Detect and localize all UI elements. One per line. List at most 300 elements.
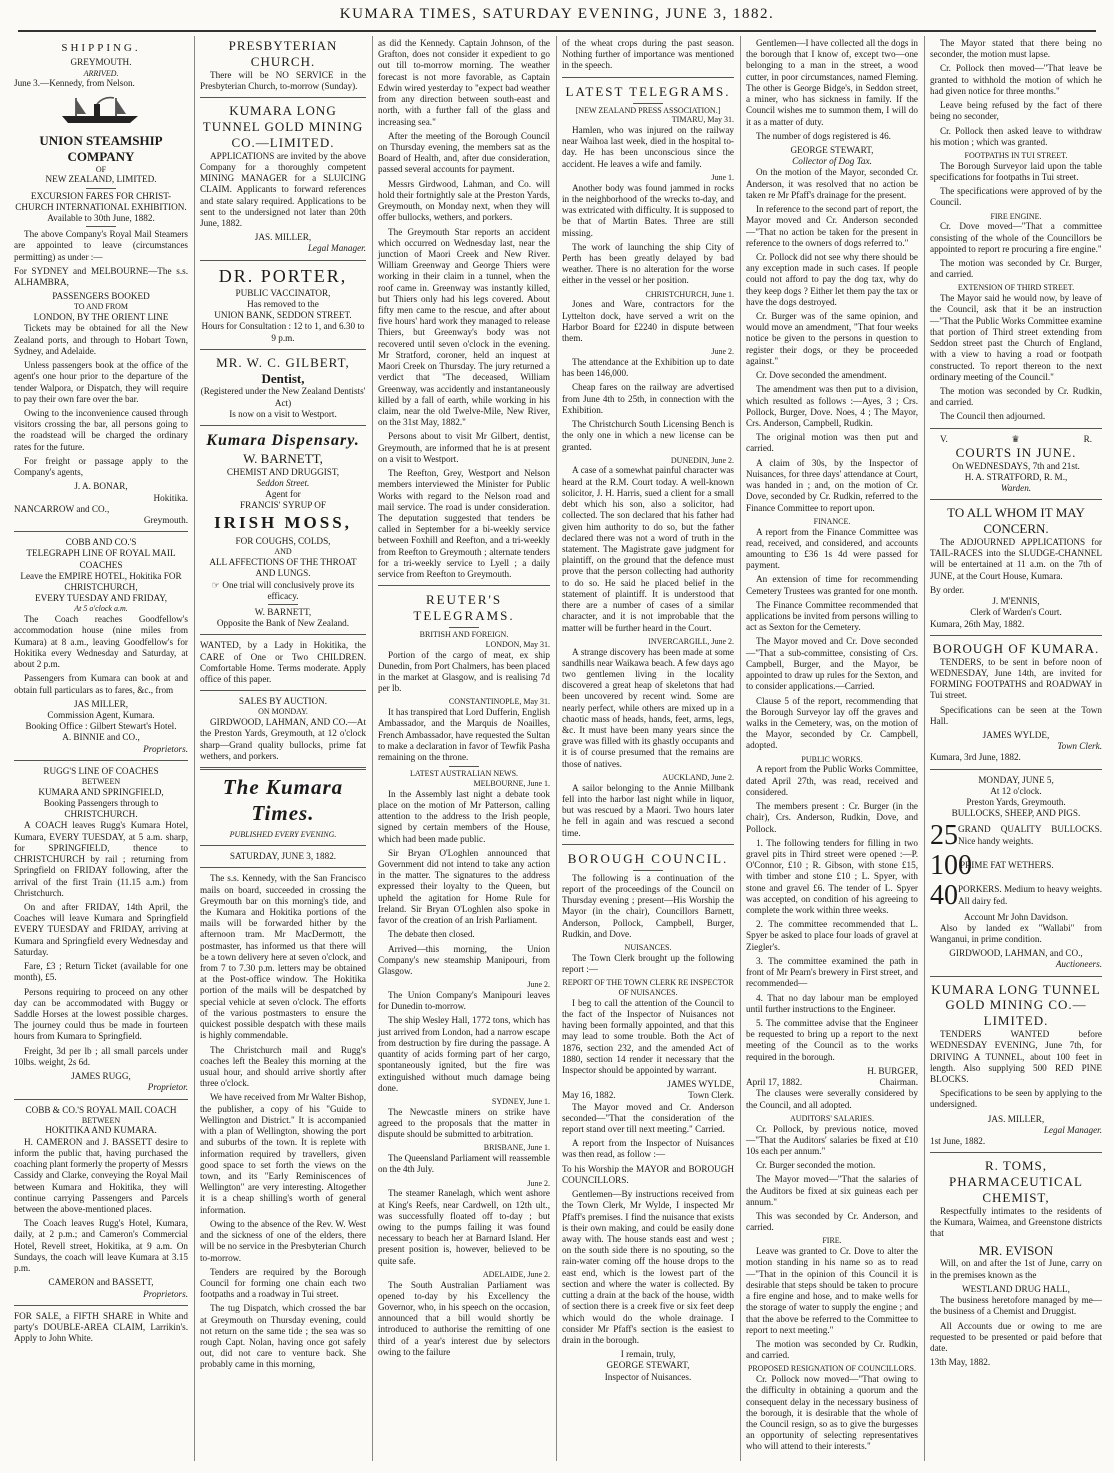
union-available: Available to 30th June, 1882.	[47, 212, 155, 223]
council-paragraph: On the motion of the Mayor, seconded Cr. Anderson, it was resolved that no action be taken re Mr Pfaff's drainage for the present.	[746, 167, 918, 200]
council-paragraph: The number of dogs registered is 46.	[756, 130, 891, 141]
council-paragraph: Cr. Burger was of the same opinion, and would move an amendment, "That four weeks notice be given to the persons in question to register their dogs, or they be proceeded against."	[746, 311, 918, 366]
telegram-paragraph: The Newcastle miners on strike have agreed to the proposals that the matter in dispute should be submitted to arbitration.	[378, 1106, 550, 1140]
reuters-heading: REUTER'S TELEGRAMS.	[413, 592, 515, 624]
union-excursion: EXCURSION FARES FOR CHRIST-CHURCH INTERNATIONAL EXHIBITION.	[15, 190, 187, 212]
divider	[200, 845, 366, 846]
council-paragraph: Gentlemen—I have collected all the dogs in the borough that I know of, except two—one belonging to a man in the street, a wood cutter, in poor circumstances, named Fleming. The other is George Bidge's, in Seddon street, a miner, who has sickness in family. If the Council wishes me to summon them, I will do it as a matter of duty.	[746, 38, 918, 127]
ruggs-paragraph: On and after FRIDAY, 14th April, the Coaches will leave Kumara and Springfield EVERY TUESDAY and FRIDAY, arriving at Kumara and Springfield every Wednesday and Saturday.	[14, 902, 188, 957]
union-paragraph: The above Company's Royal Mail Steamers are appointed to leave (circumstances permitting) as under :—	[14, 229, 188, 262]
editorial-paragraph: The Christchurch mail and Rugg's coaches left the Bealey this morning at the usual hour, and should arrive shortly after three o'clock.	[200, 1044, 366, 1089]
news-paragraph: After the meeting of the Borough Council on Thursday evening, the members sat as the Board of Health, and, after due consideration, passed several accounts for payment.	[378, 130, 550, 175]
cobb-days: EVERY TUESDAY AND FRIDAY,	[34, 593, 168, 604]
telegram-paragraph: Sir Bryan O'Loghlen announced that Government did not intend to take any action in the matter. The signatures to the address expressed their loyalty to the Queen, but upheld the agitation for Home Rule for Ireland. Sir Bryan O'Loghlen also spoke in favor of the creation of an Irish Parliament.	[378, 847, 550, 926]
klt2-role: Legal Manager.	[1043, 1124, 1102, 1135]
report-date: May 16, 1882.	[562, 1090, 616, 1101]
klt-paragraph: APPLICATIONS are invited by the above Company for a thoroughly competent MINING MANAGER for a SLUICING CLAIM. Applicants to forward references and state salary required. Applications to be sent to the undersigned not later than 20th June, 1882.	[200, 150, 366, 229]
council-paragraph: The motion was seconded by Cr. Rudkin, and carried.	[930, 385, 1102, 408]
cobb2-title: COBB & CO.'S ROYAL MAIL COACH	[25, 1104, 177, 1115]
divider	[930, 1152, 1102, 1153]
council-paragraph: The Mayor said he would now, by leave of the Council, ask that it be an instruction—"That the Public Works Committee examine that portion of Third street extending from Seddon street past the Church of England, with a view to having a road or footpath constructed. To report thereon to the next ordinary meeting of the Council."	[930, 293, 1102, 382]
presbyterian-text: There will be NO SERVICE in the Presbyterian Church, to-morrow (Sunday).	[200, 69, 366, 91]
council-paragraph: A report from the Inspector of Nuisances was then read, as follow :—	[562, 1138, 734, 1160]
toms-date: 13th May, 1882.	[930, 1357, 991, 1368]
courts-signature: H. A. STRATFORD, R. M.,	[964, 471, 1068, 482]
borough-council-heading: BOROUGH COUNCIL.	[567, 850, 729, 866]
divider	[268, 604, 298, 605]
divider	[200, 349, 366, 350]
auction-account: Account Mr John Davidson.	[963, 911, 1069, 922]
cobb2-paragraph: The Coach leaves Rugg's Hotel, Kumara, daily, at 2 p.m.; and Cameron's Commercial Hotel, Revell street, Hokitika, at 9 a.m. On Sundays, the coach will leave Kumara at 3.15 p.m.	[14, 1218, 188, 1274]
dateline: DUNEDIN, June 2.	[670, 455, 734, 465]
council-paragraph: In reference to the second part of report, the Mayor moved and Cr. Anderson seconded—"That no action be taken for the present in reference to the owners of dogs referred to."	[746, 204, 918, 248]
toms-text: The business heretofore managed by me—the business of a Chemist and Druggist.	[930, 1295, 1102, 1317]
cobb-proprietors: A. BINNIE and CO.,	[62, 732, 140, 743]
borough-kumara-signature: JAMES WYLDE,	[982, 729, 1050, 740]
council-paragraph: 2. The committee recommended that L. Spyer be asked to place four loads of gravel at Ziegler's.	[746, 919, 918, 952]
news-paragraph: Persons about to visit Mr Gilbert, dentist, Greymouth, are informed that he is at present on a visit to Westport.	[378, 431, 550, 464]
footpaths-heading: FOOTPATHS IN TUI STREET.	[964, 150, 1068, 160]
dateline: ADELAIDE, June 2.	[482, 1269, 550, 1279]
council-paragraph: Leave was granted to Cr. Dove to alter the motion standing in his name so as to read—"That in the opinion of this Council it is desirable that steps should be taken to procure a fire engine and hose, and to make wells for the storage of water to supply the engine ; and that the above be referred to the Committee to report to next meeting."	[746, 1246, 918, 1335]
dateline: INVERCARGILL, June 2.	[648, 636, 734, 646]
auctioneer-role: Auctioneers.	[1055, 959, 1102, 970]
council-paragraph: The original motion was then put and carried.	[746, 432, 918, 454]
divider	[200, 690, 366, 691]
ruggs-paragraph: Persons requiring to proceed on any other day can be accommodated with Buggy or Saddle Horses at the lowest possible charges. The journey could thus be made in fourteen hours from Kumara to Springfield.	[14, 986, 188, 1042]
cobb2-places: HOKITIKA AND KUMARA.	[45, 1125, 157, 1136]
dispensary-trial-text: One trial will conclusively prove its efficacy.	[222, 579, 355, 601]
divider	[14, 1305, 188, 1306]
dateline: LONDON, May 31.	[485, 639, 550, 649]
dateline: June 2.	[527, 980, 550, 990]
editorial-paragraph: Tenders are required by the Borough Council for forming one chain each two footpaths and a roadway in Tui street.	[200, 1266, 366, 1300]
council-paragraph: 5. The committee advise that the Engineer be requested to bring up a report to the next meeting of the Council as to the works required in the borough.	[746, 1018, 918, 1062]
council-paragraph: The motion was seconded by Cr. Burger, and carried.	[930, 258, 1102, 280]
lot-description: PORKERS. Medium to heavy weights. All dairy fed.	[958, 884, 1102, 906]
divider	[633, 870, 663, 871]
lot-count: 25	[930, 819, 958, 851]
cobb-proprietors-role: Proprietors.	[143, 743, 188, 754]
dateline: June 1.	[711, 172, 734, 182]
klt2-date: 1st June, 1882.	[930, 1136, 986, 1147]
borough-kumara-role: Town Clerk.	[1057, 741, 1102, 752]
lot-count: 40	[930, 879, 958, 911]
council-paragraph: The Finance Committee recommended that applications be invited from persons willing to act as Sexton for the Cemetery.	[746, 599, 918, 633]
irish-moss-heading: IRISH MOSS,	[214, 513, 352, 533]
signature-date	[562, 1090, 734, 1101]
divider	[930, 428, 1102, 429]
council-paragraph: The Mayor stated that there being no seconder, the motion must lapse.	[930, 38, 1102, 60]
klt2-spec: Specifications to be seen by applying to the undersigned.	[930, 1088, 1102, 1110]
gilbert-role: Dentist,	[261, 370, 305, 386]
editorial-paragraph: The s.s. Kennedy, with the San Francisco mails on board, succeeded in crossing the Greymouth bar on this morning's tide, and the Kumara and Hokitika portions of the mails will be forwarded hither by the afternoon tram. Mr MacDermott, the postmaster, has informed us that there will be a town delivery here at seven o'clock, and from 7 to 7.30 p.m. letters may be obtained at the Post-office window. The Hokitika portion of the mails will be despatched by special vehicle at seven o'clock. The efforts of the various postmasters to ensure the quickest possible despatch with these mails is highly commendable.	[200, 873, 366, 1041]
editorial-paragraph: Owing to the absence of the Rev. W. West and the sickness of one of the elders, there will be no service in the Presbyterian Church to-morrow.	[200, 1218, 366, 1263]
whom-role: Clerk of Warden's Court.	[970, 607, 1062, 618]
australian-news-heading: LATEST AUSTRALIAN NEWS.	[409, 769, 519, 779]
telegram-paragraph: The Christchurch South Licensing Bench is the only one in which a new license can be granted.	[562, 419, 734, 452]
cobb-time: At 5 o'clock a.m.	[74, 604, 128, 614]
divider	[200, 425, 366, 426]
signature-role: Collector of Dog Tax.	[792, 156, 872, 167]
porter-moved: Has removed to the	[247, 298, 319, 309]
westland-drug-hall: WESTLAND DRUG HALL,	[962, 1283, 1070, 1294]
fire-engine-heading: FIRE ENGINE.	[990, 211, 1042, 221]
cobb2-signature: CAMERON and BASSETT,	[48, 1277, 154, 1288]
editorial-paragraph: The tug Dispatch, which crossed the bar at Greymouth on Thursday evening, could not return on the same tide ; the sea was so rough Capt. Nolan, having once got safely out, did not care to venture back. She probably came in this morning,	[200, 1303, 366, 1370]
council-paragraph: 4. That no day labour man be employed until further instructions to the Engineer.	[746, 992, 918, 1014]
cobb-office: Booking Office : Gilbert Stewart's Hotel.	[25, 721, 177, 732]
column-6	[924, 38, 1108, 1458]
klt-title: KUMARA LONG TUNNEL GOLD MINING CO.—LIMITED.	[202, 103, 364, 150]
divider	[200, 260, 366, 261]
newspaper-date: SATURDAY, JUNE 3, 1882.	[229, 851, 337, 862]
toms-text: All Accounts due or owing to me are requested to be presented or paid before that date.	[930, 1320, 1102, 1353]
dateline: June 2.	[527, 1178, 550, 1188]
telegram-paragraph: The work of launching the ship City of Perth has been greatly delayed by bad weather. There is no alteration for the worse either in the vessel or her position.	[562, 241, 734, 286]
courts-title: COURTS IN JUNE.	[955, 444, 1077, 460]
dateline: SYDNEY, June 1.	[491, 1096, 550, 1106]
dateline: June 2.	[711, 347, 734, 357]
porter-role: PUBLIC VACCINATOR,	[235, 287, 331, 298]
council-paragraph: Cr. Pollock did not see why there should be any exception made in such cases. If people could not afford to pay the dog tax, why do they keep dogs ? Either let them pay the tax or have the dogs destroyed.	[746, 251, 918, 307]
royal-cipher-v: V.	[940, 433, 948, 444]
divider	[200, 867, 366, 868]
divider	[930, 769, 1102, 770]
council-paragraph: The clauses were severally considered by the Council, and all adopted.	[746, 1088, 918, 1110]
klt-role: Legal Manager.	[307, 243, 366, 254]
resignation-heading: PROPOSED RESIGNATION OF COUNCILLORS.	[747, 1364, 917, 1374]
latest-telegrams-heading: LATEST TELEGRAMS.	[565, 83, 731, 99]
column-5	[740, 38, 924, 1458]
divider	[562, 844, 734, 845]
porter-place: UNION BANK, SEDDON STREET.	[214, 310, 352, 321]
divider	[86, 188, 116, 189]
evison-name: MR. EVISON	[978, 1242, 1054, 1258]
signature-close: I remain, truly,	[620, 1349, 676, 1360]
telegram-paragraph: The steamer Ranelagh, which went ashore at King's Reefs, near Cardwell, on 12th ult., was successfully floated off to-day ; but owing to the pumps failing it was found necessary to beach her at Barnard Island. Her present position is, however, believed to be quite safe.	[378, 1188, 550, 1266]
column-1	[8, 38, 194, 1458]
news-paragraph: Messrs Girdwood, Lahman, and Co. will hold their fortnightly sale at the Preston Yards, Greymouth, on Monday next, when they will offer bullocks, wethers, and porkers.	[378, 178, 550, 223]
report-role: Town Clerk.	[688, 1090, 734, 1101]
telegram-paragraph: Cheap fares on the railway are advertised from June 4th to 25th, in connection with the Exhibition.	[562, 382, 734, 415]
sales-text: GIRDWOOD, LAHMAN, AND CO.—At the Preston Yards, Greymouth, at 12 o'clock sharp—Grand quality bullocks, prime fat wethers, and porkers.	[200, 717, 366, 761]
telegram-paragraph: Jones and Ware, contractors for the Lyttelton dock, have served a writ on the Harbor Board for £2240 in dispute between them.	[562, 299, 734, 344]
masthead-rule	[18, 30, 1096, 32]
dispensary-trial	[200, 580, 366, 602]
dispensary-product: FRANCIS' SYRUP OF	[239, 500, 327, 511]
union-of: OF	[95, 164, 107, 174]
ruggs-role: Proprietor.	[147, 1082, 188, 1093]
cobb-agent-role: Commission Agent, Kumara.	[47, 709, 155, 720]
extension-heading: EXTENSION OF THIRD STREET.	[957, 283, 1075, 293]
dispensary-title: Kumara Dispensary.	[206, 432, 360, 450]
dateline: CONSTANTINOPLE, May 31.	[448, 697, 550, 707]
council-paragraph: This was seconded by Cr. Anderson, and carried.	[746, 1211, 918, 1233]
toms-title: R. TOMS, PHARMACEUTICAL CHEMIST,	[949, 1158, 1083, 1206]
whom-signature: J. M'ENNIS,	[992, 596, 1040, 607]
council-paragraph: Leave being refused by the fact of there being no seconder,	[930, 100, 1102, 122]
divider	[86, 226, 116, 227]
council-paragraph: Cr. Pollock then moved—"That leave be granted to withhold the motion of which he had given notice for three months."	[930, 63, 1102, 96]
auction-lot	[930, 819, 1102, 851]
ruggs-paragraph: Freight, 3d per lb ; all small parcels under 10lbs. weight, 2s 6d.	[14, 1045, 188, 1067]
divider	[200, 767, 366, 770]
newspaper-published: PUBLISHED EVERY EVENING.	[229, 830, 337, 840]
council-paragraph: The Borough Surveyor laid upon the table specifications for footpaths in Tui street.	[930, 160, 1102, 182]
dispensary-agent: Agent for	[265, 488, 301, 499]
dispensary-opposite: Opposite the Bank of New Zealand.	[216, 618, 350, 629]
dispensary-for: FOR COUGHS, COLDS,	[235, 536, 331, 547]
klt-signature: JAS. MILLER,	[254, 232, 312, 243]
divider	[14, 1099, 188, 1100]
press-association: [NEW ZEALAND PRESS ASSOCIATION.]	[575, 105, 721, 115]
dispensary-affections: ALL AFFECTIONS OF THE THROAT AND LUNGS.	[209, 557, 357, 579]
shipping-heading: SHIPPING.	[61, 42, 141, 54]
council-paragraph: The amendment was then put to a division, which resulted as follows :—Ayes, 3 ; Crs. Pollock, Burger, Dove. Noes, 4 ; The Mayor, Crs. Anderson, Campbell, Rudkin.	[746, 384, 918, 428]
cobb2-paragraph: H. CAMERON and J. BASSETT desire to inform the public that, having purchased the coaching plant formerly the property of Messrs Cassidy and Clarke, conveying the Royal Mail between Kumara and Hokitika, they will continue carrying Passengers and Parcels between the above-mentioned places.	[14, 1136, 188, 1214]
lot-count: 100	[930, 849, 972, 881]
telegram-paragraph: Portion of the cargo of meat, ex ship Dunedin, from Port Chalmers, has been placed in the market at Glasgow, and is realising 7d per lb.	[378, 649, 550, 694]
divider	[930, 976, 1102, 977]
shipping-line: June 3.—Kennedy, from Nelson.	[14, 78, 135, 89]
council-paragraph: An extension of time for recommending Cemetery Trustees was granted for one month.	[746, 574, 918, 596]
whom-order: By order.	[930, 584, 965, 595]
editorial-paragraph: We have received from Mr Walter Bishop, the publisher, a copy of his "Guide to Wellington and District." It is accompanied with a plan of Wellington, showing the port and suburbs of the town. It is replete with information required by travellers, given good space to set forth the views on the town, and its "Early Reminiscences of Wellington" are very interesting. Altogether it is a cheap shilling's worth of general information.	[200, 1092, 366, 1215]
auction-items: BULLOCKS, SHEEP, AND PIGS.	[951, 808, 1081, 819]
dateline: AUCKLAND, June 2.	[662, 772, 734, 782]
shipping-arrived: ARRIVED.	[83, 68, 119, 78]
auction-date: MONDAY, JUNE 5,	[978, 774, 1054, 785]
union-title: UNION STEAMSHIP COMPANY	[39, 132, 163, 164]
dispensary-signature: W. BARNETT,	[254, 606, 312, 617]
ruggs-title: RUGG'S LINE OF COACHES	[43, 765, 159, 776]
signature-role: Inspector of Nuisances.	[604, 1371, 692, 1382]
whom-text: The ADJOURNED APPLICATIONS for TAIL-RACES into the SLUDGE-CHANNEL will be entertained at 11 a.m. on the 7th of JUNE, at the Court House, Kumara.	[930, 537, 1102, 581]
porter-hours: Hours for Consultation : 12 to 1, and 6.30 to 9 p.m.	[201, 321, 365, 343]
auction-lot	[930, 849, 1102, 881]
dateline: TIMARU, May 31.	[671, 115, 734, 125]
union-agent-place: Greymouth.	[143, 514, 188, 525]
report-heading: REPORT OF THE TOWN CLERK RE INSPECTOR OF NUISANCES.	[562, 978, 734, 997]
telegram-paragraph: The ship Wesley Hall, 1772 tons, which has just arrived from London, had a narrow escape from destruction by fire during the passage. A quantity of acids forming part of her cargo, spontaneously ignited, but the fire was extinguished without much damage being done.	[378, 1015, 550, 1093]
auction-place: Preston Yards, Greymouth.	[966, 797, 1066, 808]
dispensary-role: CHEMIST AND DRUGGIST,	[226, 466, 340, 477]
cobb-title: TELEGRAPH LINE OF ROYAL MAIL COACHES	[26, 548, 176, 570]
council-paragraph: A claim of 30s, by the Inspector of Nuisances, for three days' attendance at Court, was handed in ; and, on the motion of Cr. Dove, seconded by Cr. Rudkin, referred to the Finance Committee to report upon.	[746, 457, 918, 513]
council-paragraph: The Town Clerk brought up the following report :—	[562, 952, 734, 974]
signature-date	[746, 1077, 918, 1088]
dateline: CHRISTCHURCH, June 1.	[645, 289, 734, 299]
column-2	[194, 38, 372, 1458]
cobb-paragraph: The Coach reaches Goodfellow's accommodation house (nine miles from Kumara) at 8 a.m., leaving Goodfellow's for Hokitika every Wednesday and Saturday, at about 2 p.m.	[14, 614, 188, 670]
news-paragraph: The Greymouth Star reports an accident which occurred on Wednesday last, near the junction of Maori Creek and New River. William Greenway and George Thiers were working in their claim in a tunnel, when the roof came in. Greenway was instantly killed, but Thiers only had his legs covered. About fifty men came to the rescue, and after about five hours' hard work they managed to release Thiers, but Greenway's body was not recovered until seven o'clock in the evening. Mr Stratford, coroner, held an inquest at Maori Creek on Thursday. The jury returned a verdict that "The deceased, William Greenway, was accidently and instantaneously killed by a fall of earth, while working in his claim, near the old Twelve-Mile, New River, on the 31st May, 1882."	[378, 226, 550, 428]
council-paragraph: To his Worship the MAYOR and BOROUGH COUNCILLORS.	[562, 1163, 734, 1185]
ruggs-places: KUMARA AND SPRINGFIELD,	[38, 786, 164, 797]
divider	[562, 77, 734, 78]
auction-landed: Also by landed ex "Wallabi" from Wanganui, in prime condition.	[930, 922, 1102, 944]
finance-heading: FINANCE.	[813, 516, 851, 526]
nuisances-heading: NUISANCES.	[624, 942, 672, 952]
divider	[200, 97, 366, 98]
union-passengers: PASSENGERS BOOKED	[52, 291, 150, 302]
telegram-paragraph: Another body was found jammed in rocks in the neighborhood of the wrecks to-day, and was extricated with difficulty. It is supposed to be that of Martin Bates. Three are still missing.	[562, 182, 734, 238]
union-london: LONDON, BY THE ORIENT LINE	[33, 312, 169, 323]
union-tofrom: TO AND FROM	[73, 302, 129, 312]
divider	[930, 635, 1102, 636]
divider	[930, 499, 1102, 500]
gilbert-visit: Is now on a visit to Westport.	[229, 408, 337, 419]
council-paragraph: The Mayor moved and Cr. Anderson seconded—"That the consideration of the report stand over till next meeting." Carried.	[562, 1101, 734, 1135]
news-paragraph: as did the Kennedy. Captain Johnson, of the Grafton, does not consider it expedient to go out till to-morrow morning. The weather forecast is not more favorable, as Captain Edwin wired yesterday to "expect bad weather from any direction between south-east and north, with a further fall of the glass and increasing sea."	[378, 38, 550, 127]
klt2-title: KUMARA LONG TUNNEL GOLD MINING CO.—LIMITED.	[931, 981, 1101, 1029]
auctioneer-signature: GIRDWOOD, LAHMAN, and CO.,	[949, 948, 1083, 959]
dispensary-street: Seddon Street.	[256, 477, 310, 488]
toms-text: Will, on and after the 1st of June, carry on in the premises known as the	[930, 1258, 1102, 1280]
council-paragraph: 1. The following tenders for filling in two gravel pits in Third street were opened :—P. O'Connor, £10 ; R. Gibson, with stone £15, with timber and stone £10 ; L. Spyer, with stone and gravel £6. The tender of L. Spyer was accepted, on condition of his agreeing to complete the work within three weeks.	[746, 837, 918, 916]
toms-text: Respectfully intimates to the residents of the Kumara, Waimea, and Greenstone districts that	[930, 1205, 1102, 1239]
borough-kumara-spec: Specifications can be seen at the Town Hall.	[930, 704, 1102, 726]
union-nz: NEW ZEALAND, LIMITED.	[45, 174, 157, 185]
council-paragraph: Cr. Pollock now moved—"That owing to the difficulty in obtaining a quorum and the consequent delay in the necessary business of the borough, it is desirable that the whole of the Council resign, so as to give the burgesses an opportunity of selecting representatives who will attend to their interests."	[746, 1374, 918, 1452]
crown-icon: ♛	[1011, 433, 1020, 444]
sales-day: ON MONDAY.	[258, 707, 308, 717]
shipping-port: GREYMOUTH.	[70, 57, 132, 68]
council-paragraph: Cr. Dove seconded the amendment.	[756, 370, 887, 381]
report-role: Chairman.	[879, 1077, 918, 1088]
divider	[633, 103, 663, 104]
wanted-notice: WANTED, by a Lady in Hokitika, the CARE of One or Two CHILDREN. Comfortable Home. Terms moderate. Apply office of this paper.	[200, 640, 366, 685]
lot-description: PRIME FAT WETHERS.	[960, 859, 1054, 870]
gilbert-title: MR. W. C. GILBERT,	[216, 354, 350, 370]
telegram-paragraph: The South Australian Parliament was opened to-day by his Excellency the Governor, who, in his speech on the occasion, announced that a bill would shortly be introduced to authorise the remitting of one third of a year's interest due by selectors owing to the failure	[378, 1279, 550, 1357]
council-paragraph: Gentlemen—By instructions received from the Town Clerk, Mr Wylde, I inspected Mr Pfaff's premises. I find the nuisance that exists is their own making, and could be easily done away with. The house stands east and west ; on the south side there is no spouting, so the rain-water coming off the house drops to the east end, which is the lowest part of the section and where the water is collected. By cutting a drain at the back of the house, width of section there is a creek five or six feet deep which would do the whole drainage. I consider Mr Pfaff's section is the easiest to drain in the borough.	[562, 1189, 734, 1345]
council-paragraph: Cr. Pollock then asked leave to withdraw his motion ; which was granted.	[930, 125, 1102, 147]
council-paragraph: Clause 5 of the report, recommending that the Borough Surveyor lay off the graves and walks in the Cemetery, was, on the motion of the Mayor, seconded by Cr. Campbell, adopted.	[746, 695, 918, 751]
borough-kumara-title: BOROUGH OF KUMARA.	[932, 640, 1100, 656]
cobb-heading: COBB AND CO.'S	[65, 537, 137, 548]
divider	[378, 585, 550, 586]
cobb2-between: BETWEEN	[81, 1115, 121, 1125]
klt2-signature: JAS. MILLER,	[987, 1113, 1045, 1124]
klt2-text: TENDERS WANTED before WEDNESDAY EVENING, June 7th, for DRIVING A TUNNEL, about 100 feet in length. Also supplying 500 RED PINE BLOCKS.	[930, 1029, 1102, 1085]
lot-description: GRAND QUALITY BULLOCKS. Nice handy weights.	[958, 824, 1102, 846]
dispensary-name: W. BARNETT,	[243, 450, 323, 466]
whom-title: TO ALL WHOM IT MAY CONCERN.	[947, 505, 1085, 537]
signature: H. BURGER,	[867, 1065, 918, 1076]
council-paragraph: The members present : Cr. Burger (in the chair), Crs. Anderson, Rudkin, Dove, and Pollock.	[746, 801, 918, 834]
council-paragraph: Cr. Burger seconded the motion.	[756, 1160, 876, 1171]
telegram-paragraph: The attendance at the Exhibition up to date has been 146,000.	[562, 356, 734, 379]
auction-time: At 12 o'clock.	[990, 785, 1042, 796]
divider	[200, 634, 366, 635]
council-paragraph: Cr. Dove moved—"That a committee consisting of the whole of the Councillors be appointed to report re procuring a fire engine."	[930, 221, 1102, 254]
masthead: KUMARA TIMES, SATURDAY EVENING, JUNE 3, 1882.	[339, 6, 775, 22]
ruggs-between: BETWEEN	[81, 777, 121, 787]
telegram-paragraph: A case of a somewhat painful character was heard at the R.M. Court today. A well-known solicitor, J. H. Harris, sued a client for a small debt which his son, also a solicitor, had collected. The son declared that his father had given him authority to do so, but the father declared there was not a word of truth in the statement. The Magistrate gave judgment for plaintiff, on the ground that the defence must prove that the person collecting had authority to do so. He said he placed belief in the statement of plaintiff. It is understood that there are a number of cases of a similar character, and it is not improbable that the matter will be further heard in the Court.	[562, 465, 734, 633]
cobb-agent: JAS MILLER,	[73, 698, 129, 709]
council-paragraph: I beg to call the attention of the Council to the fact of the Inspector of Nuisances not having been formally appointed, and that this may lead to some trouble. Both the Act of 1876, section 232, and the amended Act of 1880, section 14 render it necessary that the Inspector should be appointed by warrant.	[562, 997, 734, 1075]
council-paragraph: The specifications were approved of by the Council.	[930, 186, 1102, 208]
for-sale-notice: FOR SALE, a FIFTH SHARE in White and party's DOUBLE-AREA CLAIM, Larrikin's. Apply to John White.	[14, 1310, 188, 1344]
royal-cipher	[930, 434, 1102, 445]
council-paragraph: The Council then adjourned.	[940, 411, 1046, 422]
divider	[449, 627, 479, 628]
divider	[449, 766, 479, 767]
telegram-paragraph: A sailor belonging to the Annie Millbank fell into the harbor last night while in liquor, but was rescued by a Maori. Two hours later he fell in again and was rescued a second time.	[562, 782, 734, 838]
ruggs-booking: Booking Passengers through to	[43, 798, 159, 809]
porter-title: DR. PORTER,	[218, 265, 348, 286]
telegram-paragraph: The Queensland Parliament will reassemble on the 4th July.	[378, 1153, 550, 1175]
presbyterian-title: PRESBYTERIAN CHURCH.	[228, 38, 338, 69]
council-paragraph: A report from the Public Works Committee, dated April 27th, was read, received and considered.	[746, 764, 918, 797]
auction-lot	[930, 879, 1102, 911]
council-paragraph: The motion was seconded by Cr. Rudkin, and carried.	[746, 1338, 918, 1361]
signature: JAMES WYLDE,	[667, 1079, 734, 1090]
telegram-paragraph: Hamlen, who was injured on the railway near Waihoa last week, died in the hospital to-day. He has been unconscious since the accident. He leaves a wife and family.	[562, 125, 734, 169]
union-agent-place: Hokitika.	[153, 492, 188, 503]
news-paragraph: The Reefton, Grey, Westport and Nelson members interviewed the Minister for Public Works with regard to the Nelson road and mail service. The road is under consideration. The deputation suggested that tenders be called in September for a bi-weekly service between Foxhill and Reefton, and a tri-weekly from Reefton to Greymouth ; alternate tenders for a tri-weekly service to Lyell ; a daily service from Reefton to Greymouth.	[378, 468, 550, 580]
union-agent: J. A. BONAR,	[74, 481, 128, 492]
ruggs-paragraph: A COACH leaves Rugg's Kumara Hotel, Kumara, EVERY TUESDAY, at 5 a.m. sharp, for SPRINGFIELD, thence to CHRISTCHURCH by rail ; returning from Springfield on FRIDAY following, after the arrival of the first Train (11.15 a.m.) from Christchurch.	[14, 820, 188, 898]
telegram-paragraph: It has transpired that Lord Dufferin, English Ambassador, and the Marquis de Noailles, French Ambassador, have requested the Sultan to make a declaration in favor of Tewfik Pasha remaining on the throne.	[378, 707, 550, 762]
telegram-paragraph: The debate then closed.	[388, 929, 475, 940]
report-date: April 17, 1882.	[746, 1077, 803, 1088]
union-paragraph: Owing to the inconvenience caused through visitors crossing the bar, all persons going to the roadstead will be charged the ordinary rates for the future.	[14, 407, 188, 452]
council-paragraph: The Mayor moved—"That the salaries of the Auditors be fixed at six guineas each per annum."	[746, 1174, 918, 1207]
council-paragraph: 3. The committee examined the path in front of Mr Pearn's brewery in First street, and recommended—	[746, 955, 918, 989]
council-paragraph: Cr. Pollock, by previous notice, moved—"That the Auditors' salaries be fixed at £10 10s each per annum."	[746, 1123, 918, 1156]
column-4	[556, 38, 740, 1458]
whom-date: Kumara, 26th May, 1882.	[930, 618, 1025, 629]
cobb-paragraph: Passengers from Kumara can book at and obtain full particulars as to fares, &c., from	[14, 673, 188, 695]
royal-cipher-r: R.	[1083, 433, 1092, 444]
dateline: MELBOURNE, June 1.	[473, 778, 550, 788]
borough-kumara-date: Kumara, 3rd June, 1882.	[930, 752, 1021, 763]
ruggs-signature: JAMES RUGG,	[71, 1071, 131, 1082]
dispensary-and: AND	[274, 547, 292, 557]
union-paragraph: Tickets may be obtained for all the New Zealand ports, and through to Hobart Town, Sydney, and Adelaide.	[14, 323, 188, 356]
courts-days: On WEDNESDAYS, 7th and 21st.	[952, 460, 1080, 471]
cobb-leave: Leave the EMPIRE HOTEL, Hokitika FOR CHRISTCHURCH,	[20, 570, 182, 593]
union-agent: NANCARROW and CO.,	[14, 503, 110, 514]
union-paragraph: For SYDNEY and MELBOURNE—The s.s. ALHAMBRA,	[14, 265, 188, 288]
public-works-heading: PUBLIC WORKS.	[801, 754, 863, 764]
borough-kumara-text: TENDERS, to be sent in before noon of WEDNESDAY, June 14th, are invited for FORMING FOOTPATHS and ROADWAY in Tui street.	[930, 656, 1102, 701]
steamship-icon	[14, 94, 188, 129]
telegram-paragraph: In the Assembly last night a debate took place on the motion of Mr Patterson, calling attention to the address to the Irish people, signed by certain members of the House, which had been made public.	[378, 788, 550, 844]
telegram-paragraph: The Union Company's Manipouri leaves for Dunedin to-morrow.	[378, 989, 550, 1012]
column-3	[372, 38, 556, 1458]
courts-role: Warden.	[1000, 483, 1032, 494]
union-paragraph: Unless passengers book at the office of the agent's one hour prior to the departure of the tender Walpora, or Dispatch, they will require to pay their own fare over the bar.	[14, 360, 188, 404]
divider	[14, 531, 188, 532]
reuters-subheading: BRITISH AND FOREIGN.	[419, 630, 509, 639]
newspaper-title: The Kumara Times.	[222, 775, 344, 825]
cobb2-role: Proprietors.	[143, 1288, 188, 1299]
council-paragraph: A report from the Finance Committee was read, received, and considered, and accounts amounting to £36 1s 4d were passed for payment.	[746, 526, 918, 571]
union-paragraph: For freight or passage apply to the Company's agents,	[14, 455, 188, 478]
telegram-paragraph: Arrived—this morning, the Union Company's new steamship Manipouri, from Glasgow.	[378, 943, 550, 976]
ruggs-destination: CHRISTCHURCH.	[64, 809, 138, 820]
sales-title: SALES BY AUCTION.	[238, 696, 328, 707]
divider	[14, 760, 188, 761]
telegram-paragraph: of the wheat crops during the past season. Nothing further of importance was mentioned in the speech.	[562, 38, 734, 71]
gilbert-registered: (Registered under the New Zealand Dentists' Act)	[200, 386, 366, 408]
council-paragraph: The Mayor moved and Cr. Dove seconded—"That a sub-committee, consisting of Crs. Campbell, Burger, and the Mayor, be appointed to draw up rules for the Sexton, and to consider applications.—Carried.	[746, 636, 918, 692]
ruggs-paragraph: Fare, £3 ; Return Ticket (available for one month), £5.	[14, 961, 188, 983]
fire-heading: FIRE.	[822, 1236, 842, 1246]
